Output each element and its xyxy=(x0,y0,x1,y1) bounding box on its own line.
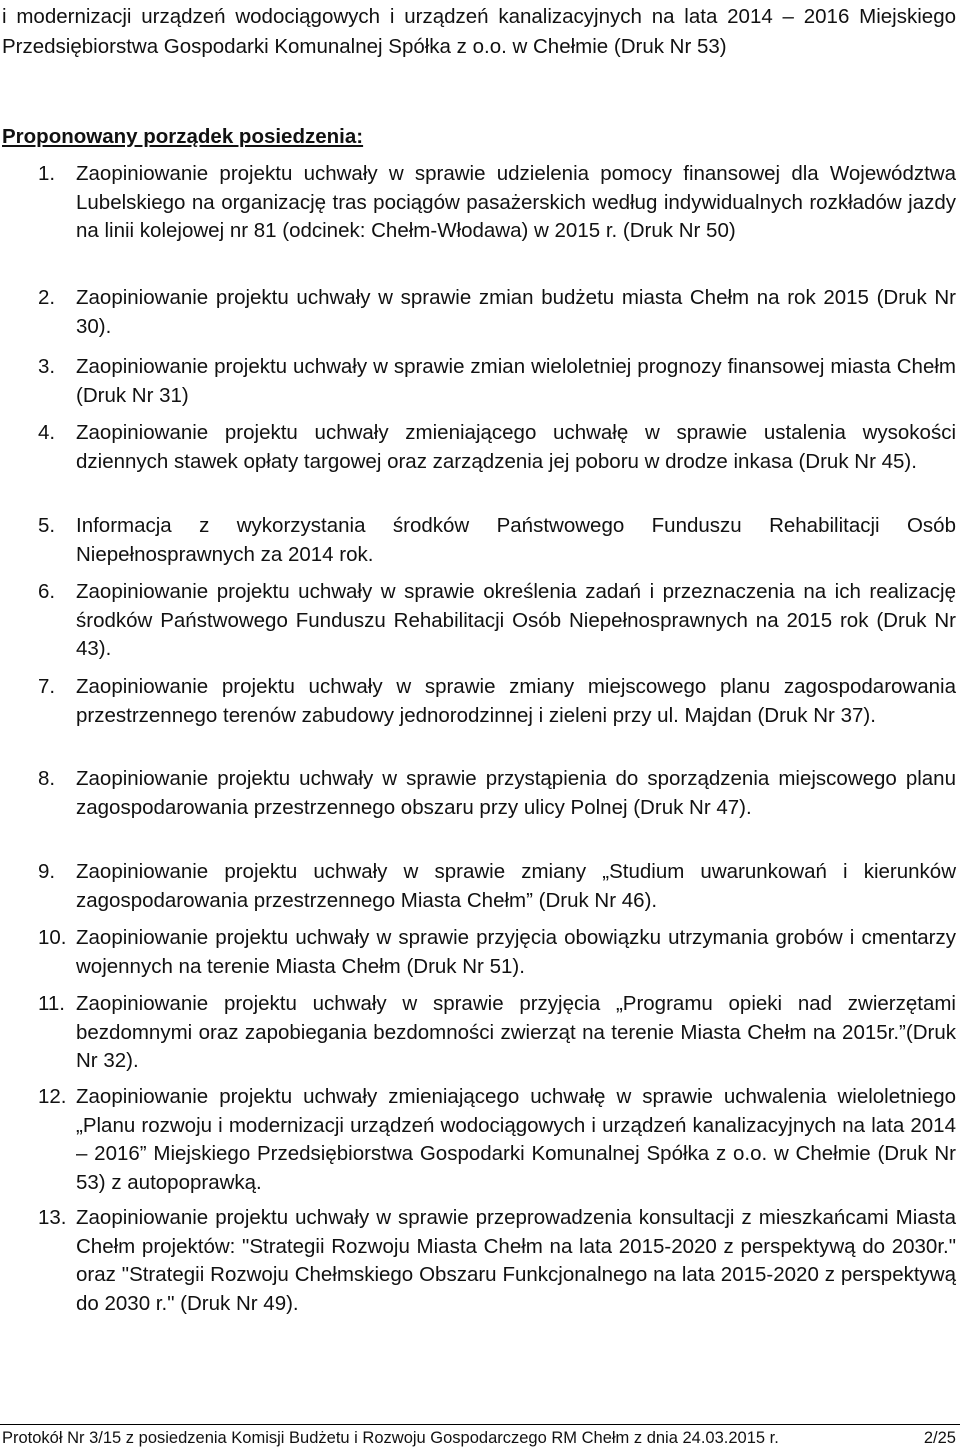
agenda-item-text: Zaopiniowanie projektu uchwały w sprawie przeprowadzenia konsultacji z mieszkańcami Miasta Chełm projektów: "Strategii Rozwoju Miasta Chełm na lata 2015-2020 z perspektywą do 2030r." oraz "Strategii Rozwoju Chełmskiego Obszaru Funkcjonalnego na lata 2015-2020 z perspektywą do 2030 r." (Druk Nr 49). xyxy=(76,1206,956,1315)
agenda-item-number: 9. xyxy=(38,860,56,883)
footer-divider xyxy=(0,1424,960,1425)
footer-document-title: Protokół Nr 3/15 z posiedzenia Komisji Budżetu i Rozwoju Gospodarczego RM Chełm z dnia 24.03.2015 r. xyxy=(2,1429,779,1447)
agenda-item-number: 12. xyxy=(38,1085,67,1108)
agenda-item-text: Zaopiniowanie projektu uchwały w sprawie przyjęcia obowiązku utrzymania grobów i cmentarzy wojennych na terenie Miasta Chełm (Druk Nr 51). xyxy=(76,926,956,978)
page-number: 2/25 xyxy=(923,1429,956,1447)
agenda-item-text: Zaopiniowanie projektu uchwały w sprawie udzielenia pomocy finansowej dla Województwa Lubelskiego na organizację tras pociągów pasażerskich według indywidualnych rozkładów jazdy na linii kolejowej nr 81 (odcinek: Chełm-Włodawa) w 2015 r. (Druk Nr 50) xyxy=(76,162,956,242)
agenda-item-number: 5. xyxy=(38,514,56,537)
agenda-item-text: Zaopiniowanie projektu uchwały w sprawie określenia zadań i przeznaczenia na ich realizację środków Państwowego Funduszu Rehabilitacji Osób Niepełnosprawnych na 2015 rok (Druk Nr 43). xyxy=(76,580,956,660)
agenda-item-text: Zaopiniowanie projektu uchwały zmieniającego uchwałę w sprawie uchwalenia wieloletniego „Planu rozwoju i modernizacji urządzeń wodociągowych i urządzeń kanalizacyjnych na lata 2014 – 2016” Miejskiego Przedsiębiorstwa Gospodarki Komunalnej Spółka z o.o. w Chełmie (Druk Nr 53) z autopoprawką. xyxy=(76,1085,956,1194)
agenda-item-text: Informacja z wykorzystania środków Państwowego Funduszu Rehabilitacji Osób Niepełnosprawnych za 2014 rok. xyxy=(76,514,956,566)
agenda-item-number: 8. xyxy=(38,767,56,790)
agenda-item-number: 13. xyxy=(38,1206,67,1229)
page-footer xyxy=(0,1424,960,1450)
agenda-item-text: Zaopiniowanie projektu uchwały w sprawie przyjęcia „Programu opieki nad zwierzętami bezdomnymi oraz zapobiegania bezdomności zwierząt na terenie Miasta Chełm na 2015r.”(Druk Nr 32). xyxy=(76,992,956,1072)
agenda-item-number: 2. xyxy=(38,286,56,309)
agenda-item-text: Zaopiniowanie projektu uchwały w sprawie zmian wieloletniej prognozy finansowej miasta Chełm (Druk Nr 31) xyxy=(76,355,956,407)
agenda-heading: Proponowany porządek posiedzenia: xyxy=(2,125,364,148)
agenda-item-number: 4. xyxy=(38,421,56,444)
agenda-item-number: 10. xyxy=(38,926,67,949)
intro-paragraph: i modernizacji urządzeń wodociągowych i urządzeń kanalizacyjnych na lata 2014 – 2016 Miejskiego Przedsiębiorstwa Gospodarki Komunalnej Spółka z o.o. w Chełmie (Druk Nr 53) xyxy=(2,5,956,58)
agenda-item-number: 1. xyxy=(38,162,56,185)
agenda-item-text: Zaopiniowanie projektu uchwały w sprawie zmiany miejscowego planu zagospodarowania przestrzennego terenów zabudowy jednorodzinnej i zieleni przy ul. Majdan (Druk Nr 37). xyxy=(76,675,956,727)
agenda-item-number: 7. xyxy=(38,675,56,698)
agenda-item-number: 11. xyxy=(38,992,65,1015)
agenda-item-text: Zaopiniowanie projektu uchwały w sprawie zmiany „Studium uwarunkowań i kierunków zagospodarowania przestrzennego Miasta Chełm” (Druk Nr 46). xyxy=(76,860,956,912)
agenda-item-number: 3. xyxy=(38,355,56,378)
agenda-item-text: Zaopiniowanie projektu uchwały w sprawie przystąpienia do sporządzenia miejscowego planu zagospodarowania przestrzennego obszaru przy ulicy Polnej (Druk Nr 47). xyxy=(76,767,956,819)
agenda-item-number: 6. xyxy=(38,580,56,603)
agenda-item-text: Zaopiniowanie projektu uchwały w sprawie zmian budżetu miasta Chełm na rok 2015 (Druk Nr 30). xyxy=(76,286,956,338)
agenda-item-text: Zaopiniowanie projektu uchwały zmieniającego uchwałę w sprawie ustalenia wysokości dziennych stawek opłaty targowej oraz zarządzenia jej poboru w drodze inkasa (Druk Nr 45). xyxy=(76,421,956,473)
